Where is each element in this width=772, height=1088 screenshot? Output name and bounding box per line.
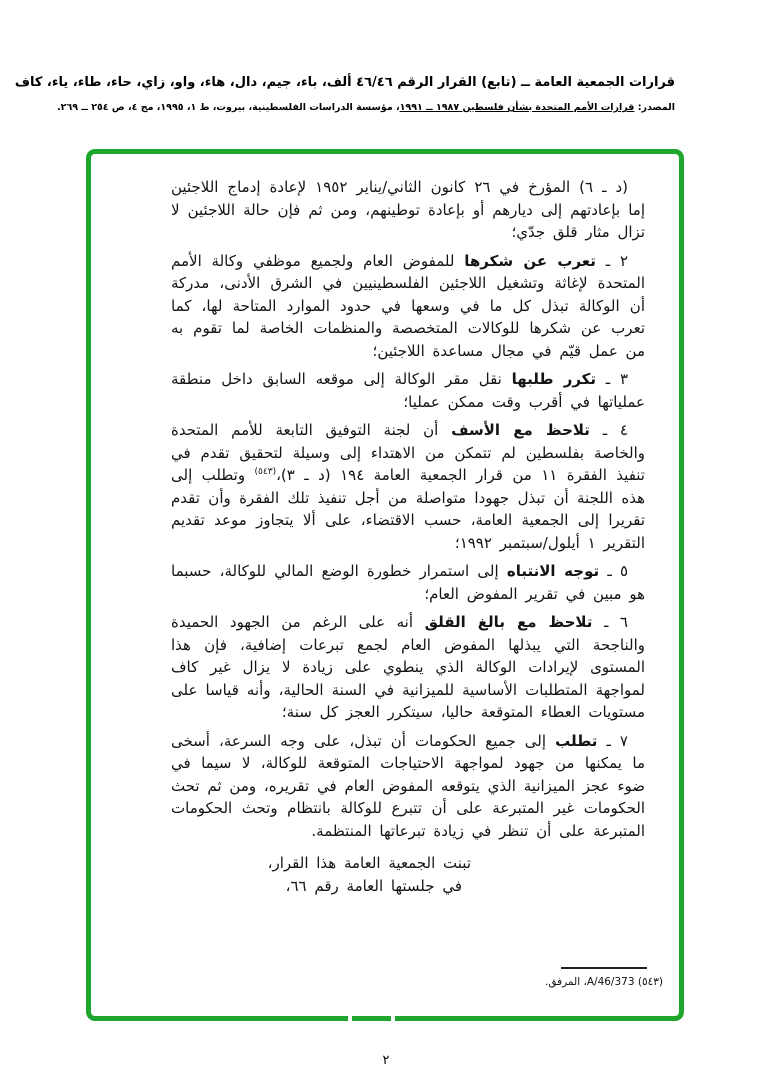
paragraph-number: ٦ ـ [603, 613, 628, 631]
adoption-note-line1: تبنت الجمعية العامة هذا القرار، [267, 854, 471, 872]
paragraph-lead: تطلب [555, 731, 598, 750]
paragraph-lead: تلاحظ مع الأسف [451, 421, 590, 439]
resolution-paragraph [171, 611, 645, 724]
paragraph-number: ٤ ـ [602, 421, 628, 439]
resolution-paragraph [171, 730, 645, 843]
page-title: قرارات الجمعية العامة ــ (تابع) القرار الرقم ٤٦/٤٦ ألف، باء، جيم، دال، هاء، واو، زاي، حاء، طاء، ياء، كاف [14, 75, 675, 90]
paragraph-lead: تكرر طلبها [511, 370, 597, 388]
footnote-document-symbol: A/46/373 [586, 976, 635, 988]
page-number: ٢ [382, 1053, 390, 1068]
paragraph-text: إلى استمرار خطورة الوضع المالي للوكالة، حسبما هو مبين في تقرير المفوض العام؛ [171, 562, 645, 603]
resolution-paragraph [171, 419, 645, 554]
footnote-marker: (٥٤٣) [637, 976, 663, 988]
paragraph-text: للمفوض العام ولجميع موظفي وكالة الأمم المتحدة لإغاثة وتشغيل اللاجئين الفلسطينيين في الشرق الأدنى، مدركة أن الوكالة تبذل كل ما في وسعها في حدود الموارد المتاحة لها، كما تعرب عن شكرها للوكالات المتخصصة والمنظمات الخاصة لما تقوم به من عمل قيّم في مجال مساعدة اللاجئين؛ [171, 251, 645, 360]
paragraph-text: إلى جميع الحكومات أن تبذل، على وجه السرعة، أسخى ما يمكنها من جهود لمواجهة الاحتياجات المتوقعة للوكالة، لا سيما في ضوء عجز الميزانية الذي يتوقعه المفوض العام في تقريره، ومن ثم تحث الحكومات غير المتبرعة على أن تتبرع للوكالة بانتظام وتحث الحكومات المتبرعة على أن تنظر في زيادة تبرعاتها المنتظمة. [171, 731, 645, 840]
source-line [57, 102, 675, 113]
paragraph-text-continued: وتطلب إلى هذه اللجنة أن تبذل جهودا متواصلة من أجل تنفيذ تلك الفقرة وأن تقدم تقريرا إلى الجمعية العامة، حسب الاقتضاء، على ألا يتجاوز موعد تقديم التقرير ١ أيلول/سبتمبر ١٩٩٢؛ [171, 466, 645, 552]
source-details: ، مؤسسة الدراسات الفلسطينية، بيروت، ط ١، ١٩٩٥، مج ٤، ص ٢٥٤ ــ ٢٦٩. [57, 102, 400, 113]
resolution-paragraph [171, 368, 645, 413]
paragraph-lead: توجه الانتباه [506, 562, 600, 580]
resolution-paragraph [171, 176, 645, 244]
resolution-body [171, 176, 645, 898]
paragraph-number: ٧ ـ [606, 731, 628, 750]
footnote-reference-superscript: (٥٤٣) [254, 467, 277, 477]
paragraph-number: ٥ ـ [607, 562, 628, 580]
paragraph-number: ٢ ـ [605, 251, 628, 270]
resolution-paragraph [171, 250, 645, 363]
border-scan-gap [391, 1009, 395, 1022]
resolution-paragraph [171, 560, 645, 605]
paragraph-text: أنه على الرغم من الجهود الحميدة والناجحة التي يبذلها المفوض العام لجمع تبرعات إضافية، فإن هذا المستوى لإيرادات الوكالة الذي ينطوي على زيادة لا يزال غير كاف لمواجهة المتطلبات الأساسية للميزانية في السنة الحالية، وأنه قياسا على مستويات العطاء المتوقعة حاليا، سيتكرر العجز كل سنة؛ [171, 613, 645, 721]
footnote-separator [561, 967, 647, 969]
adoption-note-line2: في جلستها العامة رقم ٦٦، [285, 877, 462, 895]
paragraph-text: نقل مقر الوكالة إلى موقعه السابق داخل منطقة عملياتها في أقرب وقت ممكن عمليا؛ [171, 370, 645, 411]
document-frame [86, 149, 684, 1021]
adoption-note [171, 852, 471, 898]
paragraph-lead: تعرب عن شكرها [464, 251, 596, 270]
paragraph-text: أن لجنة التوفيق التابعة للأمم المتحدة والخاصة بفلسطين لم تتمكن من الاهتداء إلى وسيلة لتحقيق تقدم في تنفيذ الفقرة ١١ من قرار الجمعية العامة ١٩٤ (د ـ ٣)، [171, 421, 645, 484]
paragraph-text: (د ـ ٦) المؤرخ في ٢٦ كانون الثاني/يناير ١٩٥٢ لإعادة إدماج اللاجئين إما بإعادتهم إلى ديارهم أو بإعادة توطينهم، ومن ثم فإن حالة اللاجئين لا تزال مثار قلق جدّي؛ [171, 178, 645, 241]
source-label: المصدر: [637, 102, 675, 113]
paragraph-lead: تلاحظ مع بالغ القلق [424, 613, 593, 631]
border-scan-gap [348, 1009, 352, 1022]
paragraph-number: ٣ ـ [605, 370, 628, 388]
source-book-title: قرارات الأمم المتحدة بشأن فلسطين ١٩٨٧ ــ ١٩٩١ [399, 102, 635, 113]
footnote-suffix: ، المرفق. [545, 976, 587, 988]
footnote [545, 976, 663, 988]
